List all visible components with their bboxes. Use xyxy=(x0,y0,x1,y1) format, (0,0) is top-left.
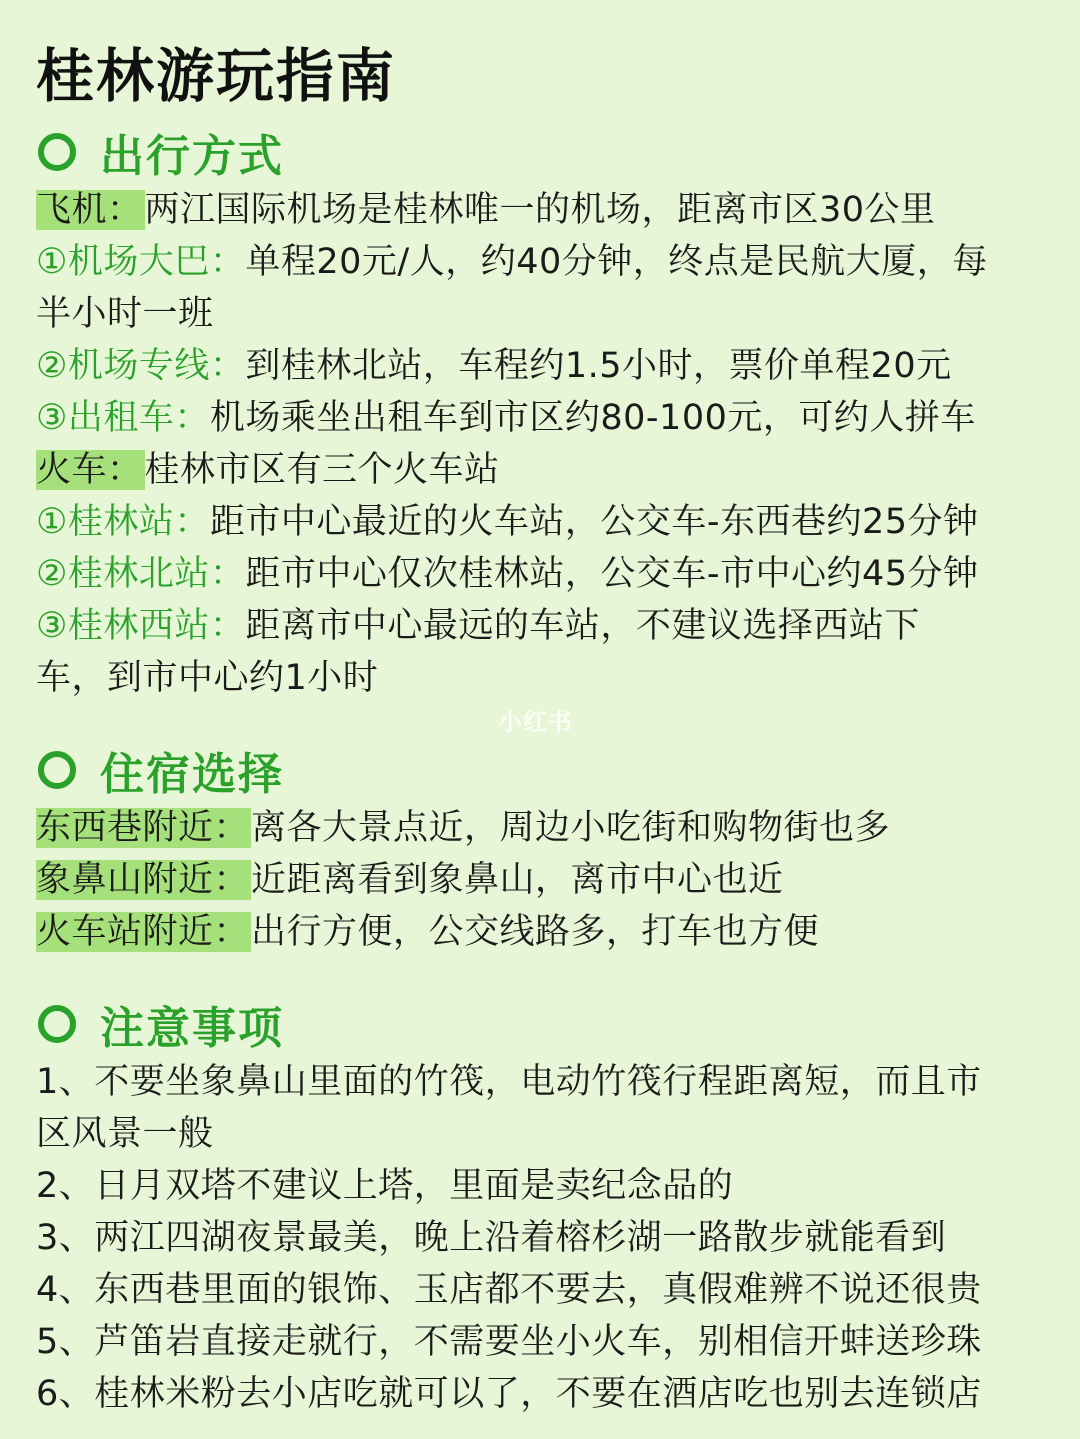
station1-text: 距市中心最近的火车站，公交车-东西巷约25分钟 xyxy=(209,502,979,542)
circle-outline-icon xyxy=(38,133,76,171)
lodging-item-2 xyxy=(36,854,1046,906)
transport-station2-line xyxy=(36,548,1046,600)
note-item-1: 1、不要坐象鼻山里面的竹筏，电动竹筏行程距离短，而且市 xyxy=(36,1062,982,1102)
note-item-3: 3、两江四湖夜景最美，晚上沿着榕杉湖一路散步就能看到 xyxy=(36,1218,947,1258)
section-title: 住宿选择 xyxy=(100,749,284,800)
taxi-label: ③出租车： xyxy=(36,398,210,438)
circle-outline-icon xyxy=(38,751,76,789)
circle-outline-icon xyxy=(38,1005,76,1043)
note-item-2: 2、日月双塔不建议上塔，里面是卖纪念品的 xyxy=(36,1166,734,1206)
transport-train-line xyxy=(36,444,1046,496)
section-heading-transport xyxy=(36,122,284,182)
transport-station3-line xyxy=(36,600,1046,652)
transport-station1-line xyxy=(36,496,1046,548)
station3-label: ③桂林西站： xyxy=(36,606,246,646)
section-title: 出行方式 xyxy=(100,131,284,182)
watermark-logo: 小红书 xyxy=(498,708,573,736)
transport-bus-line xyxy=(36,236,1046,288)
station2-text: 距市中心仅次桂林站，公交车-市中心约45分钟 xyxy=(245,554,979,594)
lodging-item-1 xyxy=(36,802,1046,854)
transport-express-line xyxy=(36,340,1046,392)
note-item-6: 6、桂林米粉去小店吃就可以了，不要在酒店吃也别去连锁店 xyxy=(36,1374,982,1414)
lodging-item-label: 东西巷附近： xyxy=(36,808,250,848)
page-title: 桂林游玩指南 xyxy=(36,42,397,110)
bus-text-cont: 半小时一班 xyxy=(36,294,214,334)
train-label: 火车： xyxy=(36,450,143,490)
transport-bus-line-cont xyxy=(36,288,1046,340)
lodging-item-text: 离各大景点近，周边小吃街和购物街也多 xyxy=(251,808,891,848)
lodging-item-label: 火车站附近： xyxy=(36,912,250,952)
taxi-text: 机场乘坐出租车到市区约80-100元，可约人拼车 xyxy=(209,398,976,438)
transport-station3-line-cont xyxy=(36,652,1046,704)
section-title: 注意事项 xyxy=(100,1003,284,1054)
plane-label: 飞机： xyxy=(36,190,143,230)
station2-label: ②桂林北站： xyxy=(36,554,246,594)
station3-text-cont: 车，到市中心约1小时 xyxy=(36,658,379,698)
train-text: 桂林市区有三个火车站 xyxy=(144,450,500,490)
note-item-4: 4、东西巷里面的银饰、玉店都不要去，真假难辨不说还很贵 xyxy=(36,1270,982,1310)
station1-label: ①桂林站： xyxy=(36,502,210,542)
bus-label: ①机场大巴： xyxy=(36,242,246,282)
station3-text: 距离市中心最远的车站，不建议选择西站下 xyxy=(245,606,920,646)
section-heading-lodging xyxy=(36,740,284,800)
transport-plane-line xyxy=(36,184,1046,236)
bus-text: 单程20元/人，约40分钟，终点是民航大厦，每 xyxy=(245,242,988,282)
section-heading-notes xyxy=(36,994,284,1054)
note-item-1-cont: 区风景一般 xyxy=(36,1114,214,1154)
transport-taxi-line xyxy=(36,392,1046,444)
plane-text: 两江国际机场是桂林唯一的机场，距离市区30公里 xyxy=(144,190,936,230)
lodging-item-label: 象鼻山附近： xyxy=(36,860,250,900)
express-text: 到桂林北站，车程约1.5小时，票价单程20元 xyxy=(245,346,952,386)
lodging-item-text: 出行方便，公交线路多，打车也方便 xyxy=(251,912,820,952)
express-label: ②机场专线： xyxy=(36,346,246,386)
note-item-5: 5、芦笛岩直接走就行，不需要坐小火车，别相信开蚌送珍珠 xyxy=(36,1322,982,1362)
lodging-item-3 xyxy=(36,906,1046,958)
lodging-item-text: 近距离看到象鼻山，离市中心也近 xyxy=(251,860,784,900)
